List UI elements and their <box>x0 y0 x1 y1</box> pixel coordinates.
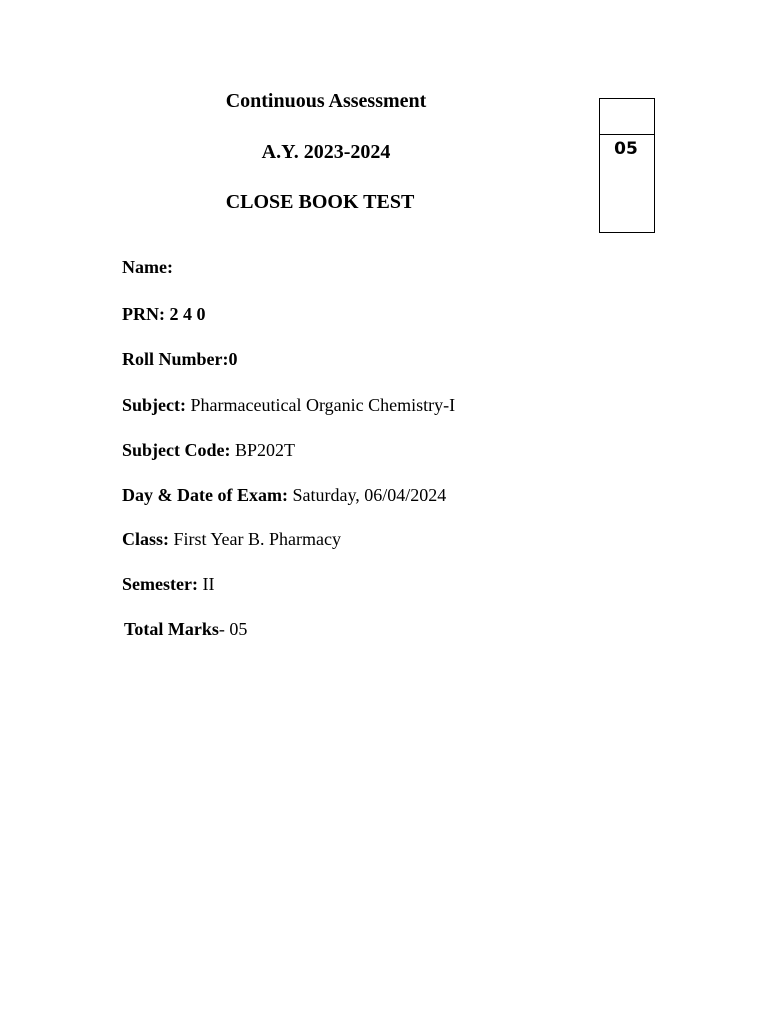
total-marks-label: Total Marks <box>124 619 219 639</box>
total-marks-field <box>124 618 247 640</box>
class-label: Class: <box>122 529 170 549</box>
subject-code-label: Subject Code: <box>122 440 231 460</box>
class-field <box>122 528 341 550</box>
academic-year: A.Y. 2023-2024 <box>261 141 391 163</box>
exam-date-field <box>122 484 446 506</box>
assessment-title: Continuous Assessment <box>225 90 427 112</box>
roll-number-label: Roll Number: <box>122 349 229 369</box>
semester-label: Semester: <box>122 574 198 594</box>
marks-box-header-cell <box>600 99 654 135</box>
prn-value: 2 4 0 <box>165 304 206 324</box>
test-type: CLOSE BOOK TEST <box>225 191 415 213</box>
name-field <box>122 256 173 278</box>
prn-label: PRN: <box>122 304 165 324</box>
subject-field <box>122 394 455 416</box>
subject-code-field <box>122 439 295 461</box>
roll-number-field <box>122 348 238 370</box>
semester-field <box>122 573 214 595</box>
name-label: Name: <box>122 257 173 277</box>
subject-label: Subject: <box>122 395 186 415</box>
semester-value: II <box>197 574 215 594</box>
marks-box <box>599 98 655 233</box>
exam-date-label: Day & Date of Exam: <box>122 485 288 505</box>
exam-date-value: Saturday, 06/04/2024 <box>287 485 447 505</box>
total-marks-value: - 05 <box>218 619 248 639</box>
class-value: First Year B. Pharmacy <box>169 529 342 549</box>
prn-field <box>122 303 206 325</box>
subject-value: Pharmaceutical Organic Chemistry-I <box>186 395 456 415</box>
subject-code-value: BP202T <box>230 440 296 460</box>
roll-number-value: 0 <box>228 349 238 369</box>
marks-obtained: 05 <box>614 139 638 159</box>
